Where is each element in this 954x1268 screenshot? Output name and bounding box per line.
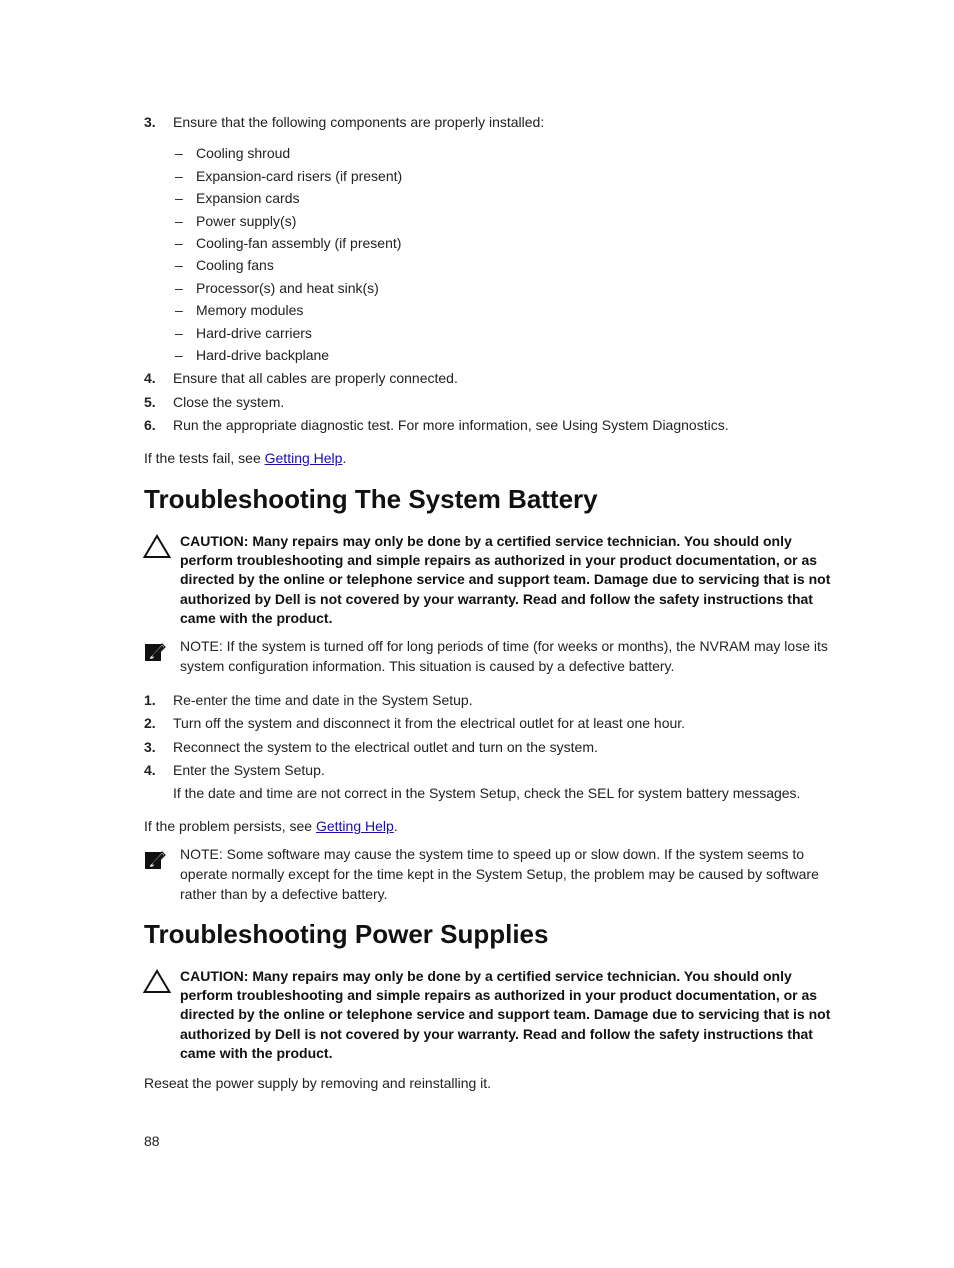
step-number: 1. — [144, 692, 156, 708]
list-item: Memory modules — [196, 302, 304, 318]
list-dash: – — [175, 325, 183, 341]
list-dash: – — [175, 168, 183, 184]
note-label: NOTE: — [180, 638, 223, 654]
getting-help-link[interactable]: Getting Help — [315, 818, 394, 834]
fail-prefix: If the tests fail, see — [144, 450, 265, 466]
step-number: 6. — [144, 417, 156, 433]
list-dash: – — [175, 302, 183, 318]
caution-text: CAUTION: Many repairs may only be done by a certified service technician. You should only perform troubleshooting and simple repairs as authorized in your product documentation, or as directed by the online or telephone service and support team. Damage due to servicing that is not authorized by Dell is not covered by your warranty. Read and follow the safety instructions that came with the product. — [180, 533, 831, 626]
persist-prefix: If the problem persists, see — [144, 818, 316, 834]
step-number: 2. — [144, 715, 156, 731]
fail-suffix: . — [342, 450, 347, 466]
note-text — [180, 845, 840, 904]
note-body: Some software may cause the system time to speed up or slow down. If the system seems to operate normally except for the time kept in the System Setup, the problem may be caused by software rather than by a defective battery. — [180, 846, 819, 902]
list-item: Power supply(s) — [196, 213, 297, 229]
note-body: If the system is turned off for long periods of time (for weeks or months), the NVRAM may lose its system configuration information. This situation is caused by a defective battery. — [180, 638, 828, 674]
body-text: Reseat the power supply by removing and reinstalling it. — [144, 1075, 492, 1091]
list-dash: – — [175, 213, 183, 229]
step-text: Turn off the system and disconnect it from the electrical outlet for at least one hour. — [173, 715, 686, 731]
list-dash: – — [175, 145, 183, 161]
step-number: 5. — [144, 394, 156, 410]
list-item: Expansion cards — [196, 190, 300, 206]
step-detail: If the date and time are not correct in the System Setup, check the SEL for system battery messages. — [173, 785, 801, 801]
step-text: Ensure that the following components are properly installed: — [173, 114, 545, 130]
list-dash: – — [175, 347, 183, 363]
section-title-power: Troubleshooting Power Supplies — [144, 919, 549, 949]
fail-line — [144, 449, 346, 467]
note-pencil-icon — [144, 641, 166, 663]
list-dash: – — [175, 235, 183, 251]
section-title-battery: Troubleshooting The System Battery — [144, 484, 598, 514]
step-text: Ensure that all cables are properly connected. — [173, 370, 458, 386]
list-item: Processor(s) and heat sink(s) — [196, 280, 379, 296]
list-item: Cooling-fan assembly (if present) — [196, 235, 402, 251]
step-number: 3. — [144, 739, 156, 755]
step-text: Close the system. — [173, 394, 285, 410]
list-item: Cooling fans — [196, 257, 274, 273]
list-dash: – — [175, 190, 183, 206]
list-item: Expansion-card risers (if present) — [196, 168, 403, 184]
caution-triangle-icon — [143, 534, 171, 559]
caution-triangle-icon — [143, 969, 171, 994]
page-number: 88 — [144, 1133, 160, 1149]
step-text: Re-enter the time and date in the System Setup. — [173, 692, 473, 708]
getting-help-link[interactable]: Getting Help — [264, 450, 343, 466]
step-text: Enter the System Setup. — [173, 762, 325, 778]
step-text: Reconnect the system to the electrical outlet and turn on the system. — [173, 739, 598, 755]
note-text — [180, 637, 840, 677]
list-item: Hard-drive backplane — [196, 347, 330, 363]
step-number: 3. — [144, 114, 156, 130]
note-pencil-icon — [144, 849, 166, 871]
list-dash: – — [175, 257, 183, 273]
note-label: NOTE: — [180, 846, 223, 862]
list-dash: – — [175, 280, 183, 296]
persist-line — [144, 817, 398, 835]
step-number: 4. — [144, 370, 156, 386]
step-text: Run the appropriate diagnostic test. For more information, see Using System Diagnostics. — [173, 417, 729, 433]
caution-text: CAUTION: Many repairs may only be done by a certified service technician. You should only perform troubleshooting and simple repairs as authorized in your product documentation, or as directed by the online or telephone service and support team. Damage due to servicing that is not authorized by Dell is not covered by your warranty. Read and follow the safety instructions that came with the product. — [180, 968, 831, 1061]
list-item: Cooling shroud — [196, 145, 291, 161]
list-item: Hard-drive carriers — [196, 325, 312, 341]
step-number: 4. — [144, 762, 156, 778]
persist-suffix: . — [393, 818, 398, 834]
